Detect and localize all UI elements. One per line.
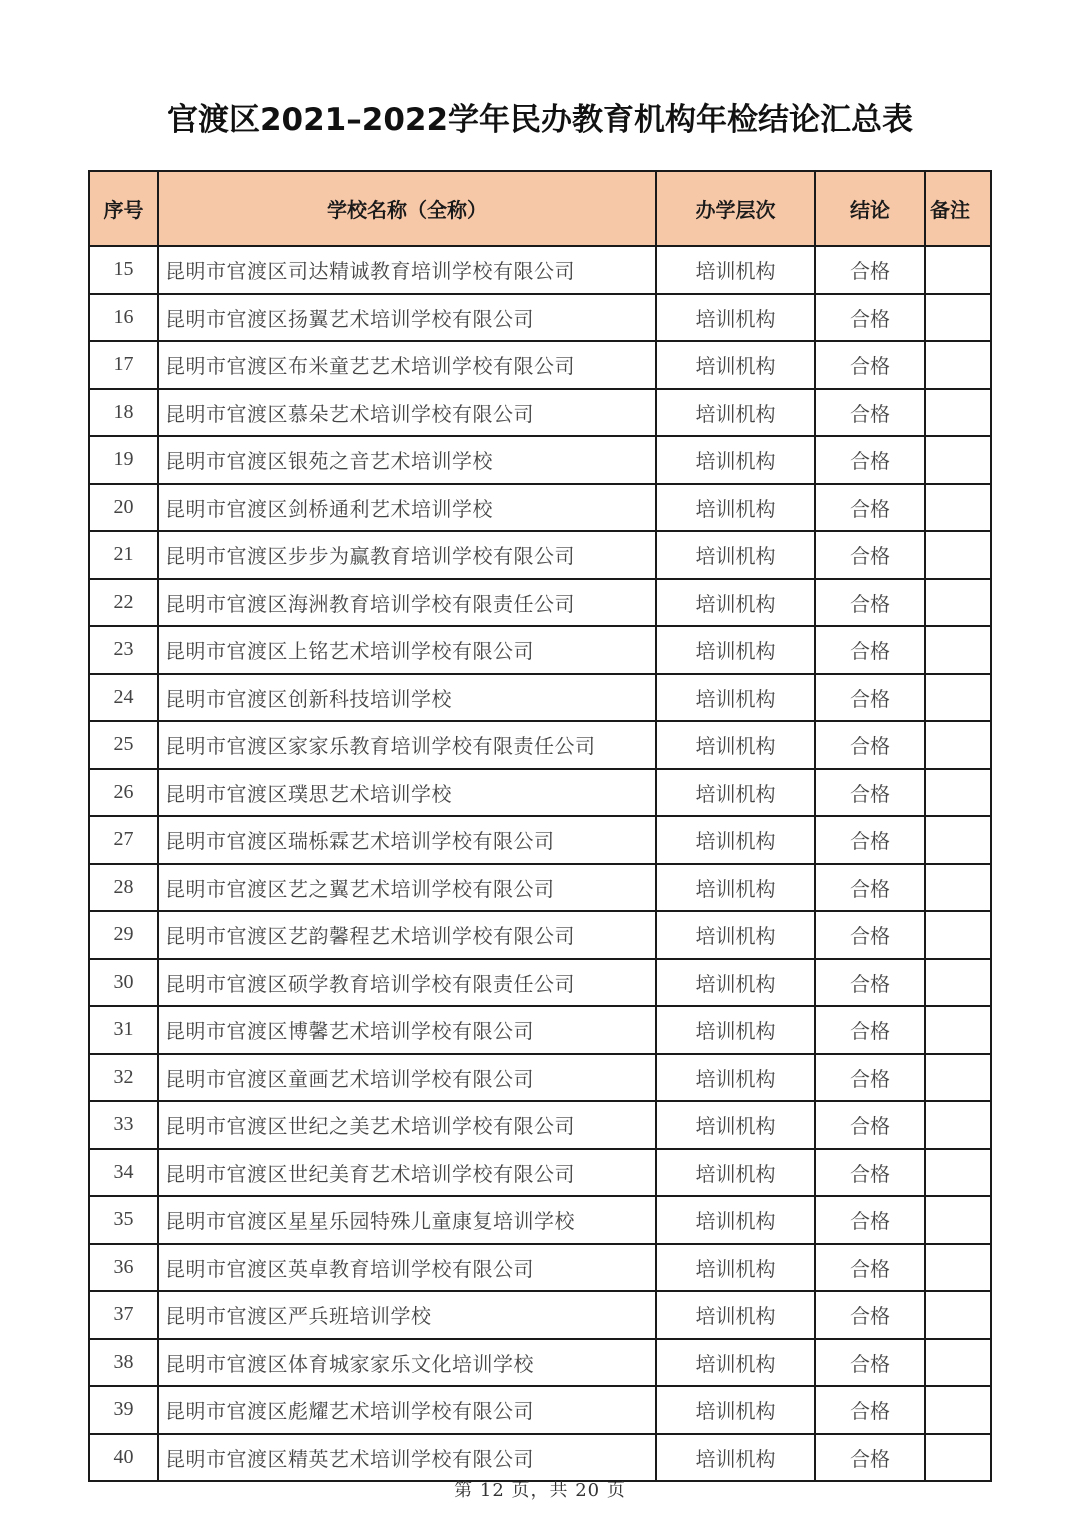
school-name-cell: 昆明市官渡区硕学教育培训学校有限责任公司 [158, 959, 656, 1007]
school-name-cell: 昆明市官渡区剑桥通利艺术培训学校 [158, 484, 656, 532]
serial-number-cell: 28 [89, 864, 158, 912]
school-name-cell: 昆明市官渡区体育城家家乐文化培训学校 [158, 1339, 656, 1387]
header-serial-number: 序号 [89, 171, 158, 246]
table-row [89, 959, 991, 1007]
table-row [89, 1054, 991, 1102]
serial-number-cell: 27 [89, 816, 158, 864]
serial-number-cell: 21 [89, 531, 158, 579]
serial-number-cell: 33 [89, 1101, 158, 1149]
note-cell [925, 531, 991, 579]
note-cell [925, 1386, 991, 1434]
note-cell [925, 246, 991, 294]
result-cell: 合格 [815, 1339, 925, 1387]
table-row [89, 341, 991, 389]
level-cell: 培训机构 [656, 579, 815, 627]
serial-number-cell: 37 [89, 1291, 158, 1339]
result-cell: 合格 [815, 959, 925, 1007]
school-name-cell: 昆明市官渡区海洲教育培训学校有限责任公司 [158, 579, 656, 627]
result-cell: 合格 [815, 1054, 925, 1102]
serial-number-cell: 31 [89, 1006, 158, 1054]
table-row [89, 864, 991, 912]
table-header-row [89, 171, 991, 246]
result-cell: 合格 [815, 484, 925, 532]
serial-number-cell: 22 [89, 579, 158, 627]
table-row [89, 1244, 991, 1292]
school-name-cell: 昆明市官渡区童画艺术培训学校有限公司 [158, 1054, 656, 1102]
serial-number-cell: 29 [89, 911, 158, 959]
school-name-cell: 昆明市官渡区家家乐教育培训学校有限责任公司 [158, 721, 656, 769]
level-cell: 培训机构 [656, 1434, 815, 1482]
table-row [89, 294, 991, 342]
note-cell [925, 959, 991, 1007]
result-cell: 合格 [815, 721, 925, 769]
table-row [89, 1149, 991, 1197]
note-cell [925, 1339, 991, 1387]
serial-number-cell: 16 [89, 294, 158, 342]
school-name-cell: 昆明市官渡区英卓教育培训学校有限公司 [158, 1244, 656, 1292]
school-name-cell: 昆明市官渡区艺之翼艺术培训学校有限公司 [158, 864, 656, 912]
table-row [89, 579, 991, 627]
result-cell: 合格 [815, 341, 925, 389]
school-name-cell: 昆明市官渡区世纪之美艺术培训学校有限公司 [158, 1101, 656, 1149]
school-name-cell: 昆明市官渡区创新科技培训学校 [158, 674, 656, 722]
table-row [89, 484, 991, 532]
result-cell: 合格 [815, 389, 925, 437]
note-cell [925, 864, 991, 912]
note-cell [925, 816, 991, 864]
school-name-cell: 昆明市官渡区艺韵馨程艺术培训学校有限公司 [158, 911, 656, 959]
note-cell [925, 1196, 991, 1244]
note-cell [925, 911, 991, 959]
school-name-cell: 昆明市官渡区司达精诚教育培训学校有限公司 [158, 246, 656, 294]
school-name-cell: 昆明市官渡区星星乐园特殊儿童康复培训学校 [158, 1196, 656, 1244]
school-name-cell: 昆明市官渡区精英艺术培训学校有限公司 [158, 1434, 656, 1482]
note-cell [925, 294, 991, 342]
level-cell: 培训机构 [656, 1101, 815, 1149]
level-cell: 培训机构 [656, 1196, 815, 1244]
table-row [89, 1196, 991, 1244]
school-name-cell: 昆明市官渡区璞思艺术培训学校 [158, 769, 656, 817]
header-result: 结论 [815, 171, 925, 246]
result-cell: 合格 [815, 864, 925, 912]
result-cell: 合格 [815, 1196, 925, 1244]
school-name-cell: 昆明市官渡区瑞栎霖艺术培训学校有限公司 [158, 816, 656, 864]
school-name-cell: 昆明市官渡区博馨艺术培训学校有限公司 [158, 1006, 656, 1054]
serial-number-cell: 32 [89, 1054, 158, 1102]
note-cell [925, 1434, 991, 1482]
result-cell: 合格 [815, 294, 925, 342]
level-cell: 培训机构 [656, 246, 815, 294]
school-name-cell: 昆明市官渡区扬翼艺术培训学校有限公司 [158, 294, 656, 342]
school-name-cell: 昆明市官渡区慕朵艺术培训学校有限公司 [158, 389, 656, 437]
note-cell [925, 1006, 991, 1054]
serial-number-cell: 25 [89, 721, 158, 769]
result-cell: 合格 [815, 579, 925, 627]
result-cell: 合格 [815, 1291, 925, 1339]
table-row [89, 246, 991, 294]
result-cell: 合格 [815, 1434, 925, 1482]
table-row [89, 436, 991, 484]
result-cell: 合格 [815, 816, 925, 864]
note-cell [925, 769, 991, 817]
level-cell: 培训机构 [656, 294, 815, 342]
note-cell [925, 436, 991, 484]
level-cell: 培训机构 [656, 864, 815, 912]
result-cell: 合格 [815, 626, 925, 674]
level-cell: 培训机构 [656, 959, 815, 1007]
table-row [89, 911, 991, 959]
note-cell [925, 1149, 991, 1197]
level-cell: 培训机构 [656, 1386, 815, 1434]
result-cell: 合格 [815, 1386, 925, 1434]
table-row [89, 816, 991, 864]
result-cell: 合格 [815, 531, 925, 579]
serial-number-cell: 36 [89, 1244, 158, 1292]
table-row [89, 389, 991, 437]
table-row [89, 626, 991, 674]
header-school-name: 学校名称（全称） [158, 171, 656, 246]
note-cell [925, 484, 991, 532]
summary-table [88, 170, 992, 1482]
level-cell: 培训机构 [656, 484, 815, 532]
note-cell [925, 579, 991, 627]
table-row [89, 1386, 991, 1434]
level-cell: 培训机构 [656, 674, 815, 722]
header-level: 办学层次 [656, 171, 815, 246]
note-cell [925, 341, 991, 389]
table-row [89, 1339, 991, 1387]
school-name-cell: 昆明市官渡区彪耀艺术培训学校有限公司 [158, 1386, 656, 1434]
document-title: 官渡区2021–2022学年民办教育机构年检结论汇总表 [166, 102, 914, 138]
level-cell: 培训机构 [656, 626, 815, 674]
page-number: 第 12 页，共 20 页 [454, 1480, 626, 1501]
result-cell: 合格 [815, 436, 925, 484]
serial-number-cell: 35 [89, 1196, 158, 1244]
table-row [89, 1006, 991, 1054]
serial-number-cell: 20 [89, 484, 158, 532]
serial-number-cell: 24 [89, 674, 158, 722]
note-cell [925, 389, 991, 437]
table-body [89, 246, 991, 1481]
serial-number-cell: 26 [89, 769, 158, 817]
serial-number-cell: 38 [89, 1339, 158, 1387]
serial-number-cell: 23 [89, 626, 158, 674]
note-cell [925, 626, 991, 674]
table-row [89, 1291, 991, 1339]
school-name-cell: 昆明市官渡区世纪美育艺术培训学校有限公司 [158, 1149, 656, 1197]
serial-number-cell: 34 [89, 1149, 158, 1197]
note-cell [925, 1054, 991, 1102]
note-cell [925, 721, 991, 769]
level-cell: 培训机构 [656, 1006, 815, 1054]
serial-number-cell: 18 [89, 389, 158, 437]
level-cell: 培训机构 [656, 531, 815, 579]
note-cell [925, 1244, 991, 1292]
serial-number-cell: 39 [89, 1386, 158, 1434]
result-cell: 合格 [815, 1149, 925, 1197]
school-name-cell: 昆明市官渡区银苑之音艺术培训学校 [158, 436, 656, 484]
level-cell: 培训机构 [656, 769, 815, 817]
school-name-cell: 昆明市官渡区上铭艺术培训学校有限公司 [158, 626, 656, 674]
table-row [89, 531, 991, 579]
result-cell: 合格 [815, 769, 925, 817]
table-row [89, 674, 991, 722]
level-cell: 培训机构 [656, 1149, 815, 1197]
note-cell [925, 1101, 991, 1149]
serial-number-cell: 40 [89, 1434, 158, 1482]
level-cell: 培训机构 [656, 1291, 815, 1339]
school-name-cell: 昆明市官渡区步步为赢教育培训学校有限公司 [158, 531, 656, 579]
table-row [89, 1101, 991, 1149]
table-row [89, 769, 991, 817]
serial-number-cell: 19 [89, 436, 158, 484]
header-note: 备注 [925, 171, 991, 246]
note-cell [925, 1291, 991, 1339]
table-row [89, 1434, 991, 1482]
result-cell: 合格 [815, 1101, 925, 1149]
serial-number-cell: 17 [89, 341, 158, 389]
result-cell: 合格 [815, 1006, 925, 1054]
level-cell: 培训机构 [656, 1054, 815, 1102]
note-cell [925, 674, 991, 722]
level-cell: 培训机构 [656, 1339, 815, 1387]
level-cell: 培训机构 [656, 721, 815, 769]
result-cell: 合格 [815, 674, 925, 722]
result-cell: 合格 [815, 1244, 925, 1292]
level-cell: 培训机构 [656, 816, 815, 864]
level-cell: 培训机构 [656, 911, 815, 959]
table-row [89, 721, 991, 769]
school-name-cell: 昆明市官渡区布米童艺艺术培训学校有限公司 [158, 341, 656, 389]
level-cell: 培训机构 [656, 389, 815, 437]
result-cell: 合格 [815, 246, 925, 294]
level-cell: 培训机构 [656, 436, 815, 484]
school-name-cell: 昆明市官渡区严兵班培训学校 [158, 1291, 656, 1339]
level-cell: 培训机构 [656, 341, 815, 389]
result-cell: 合格 [815, 911, 925, 959]
level-cell: 培训机构 [656, 1244, 815, 1292]
serial-number-cell: 15 [89, 246, 158, 294]
serial-number-cell: 30 [89, 959, 158, 1007]
